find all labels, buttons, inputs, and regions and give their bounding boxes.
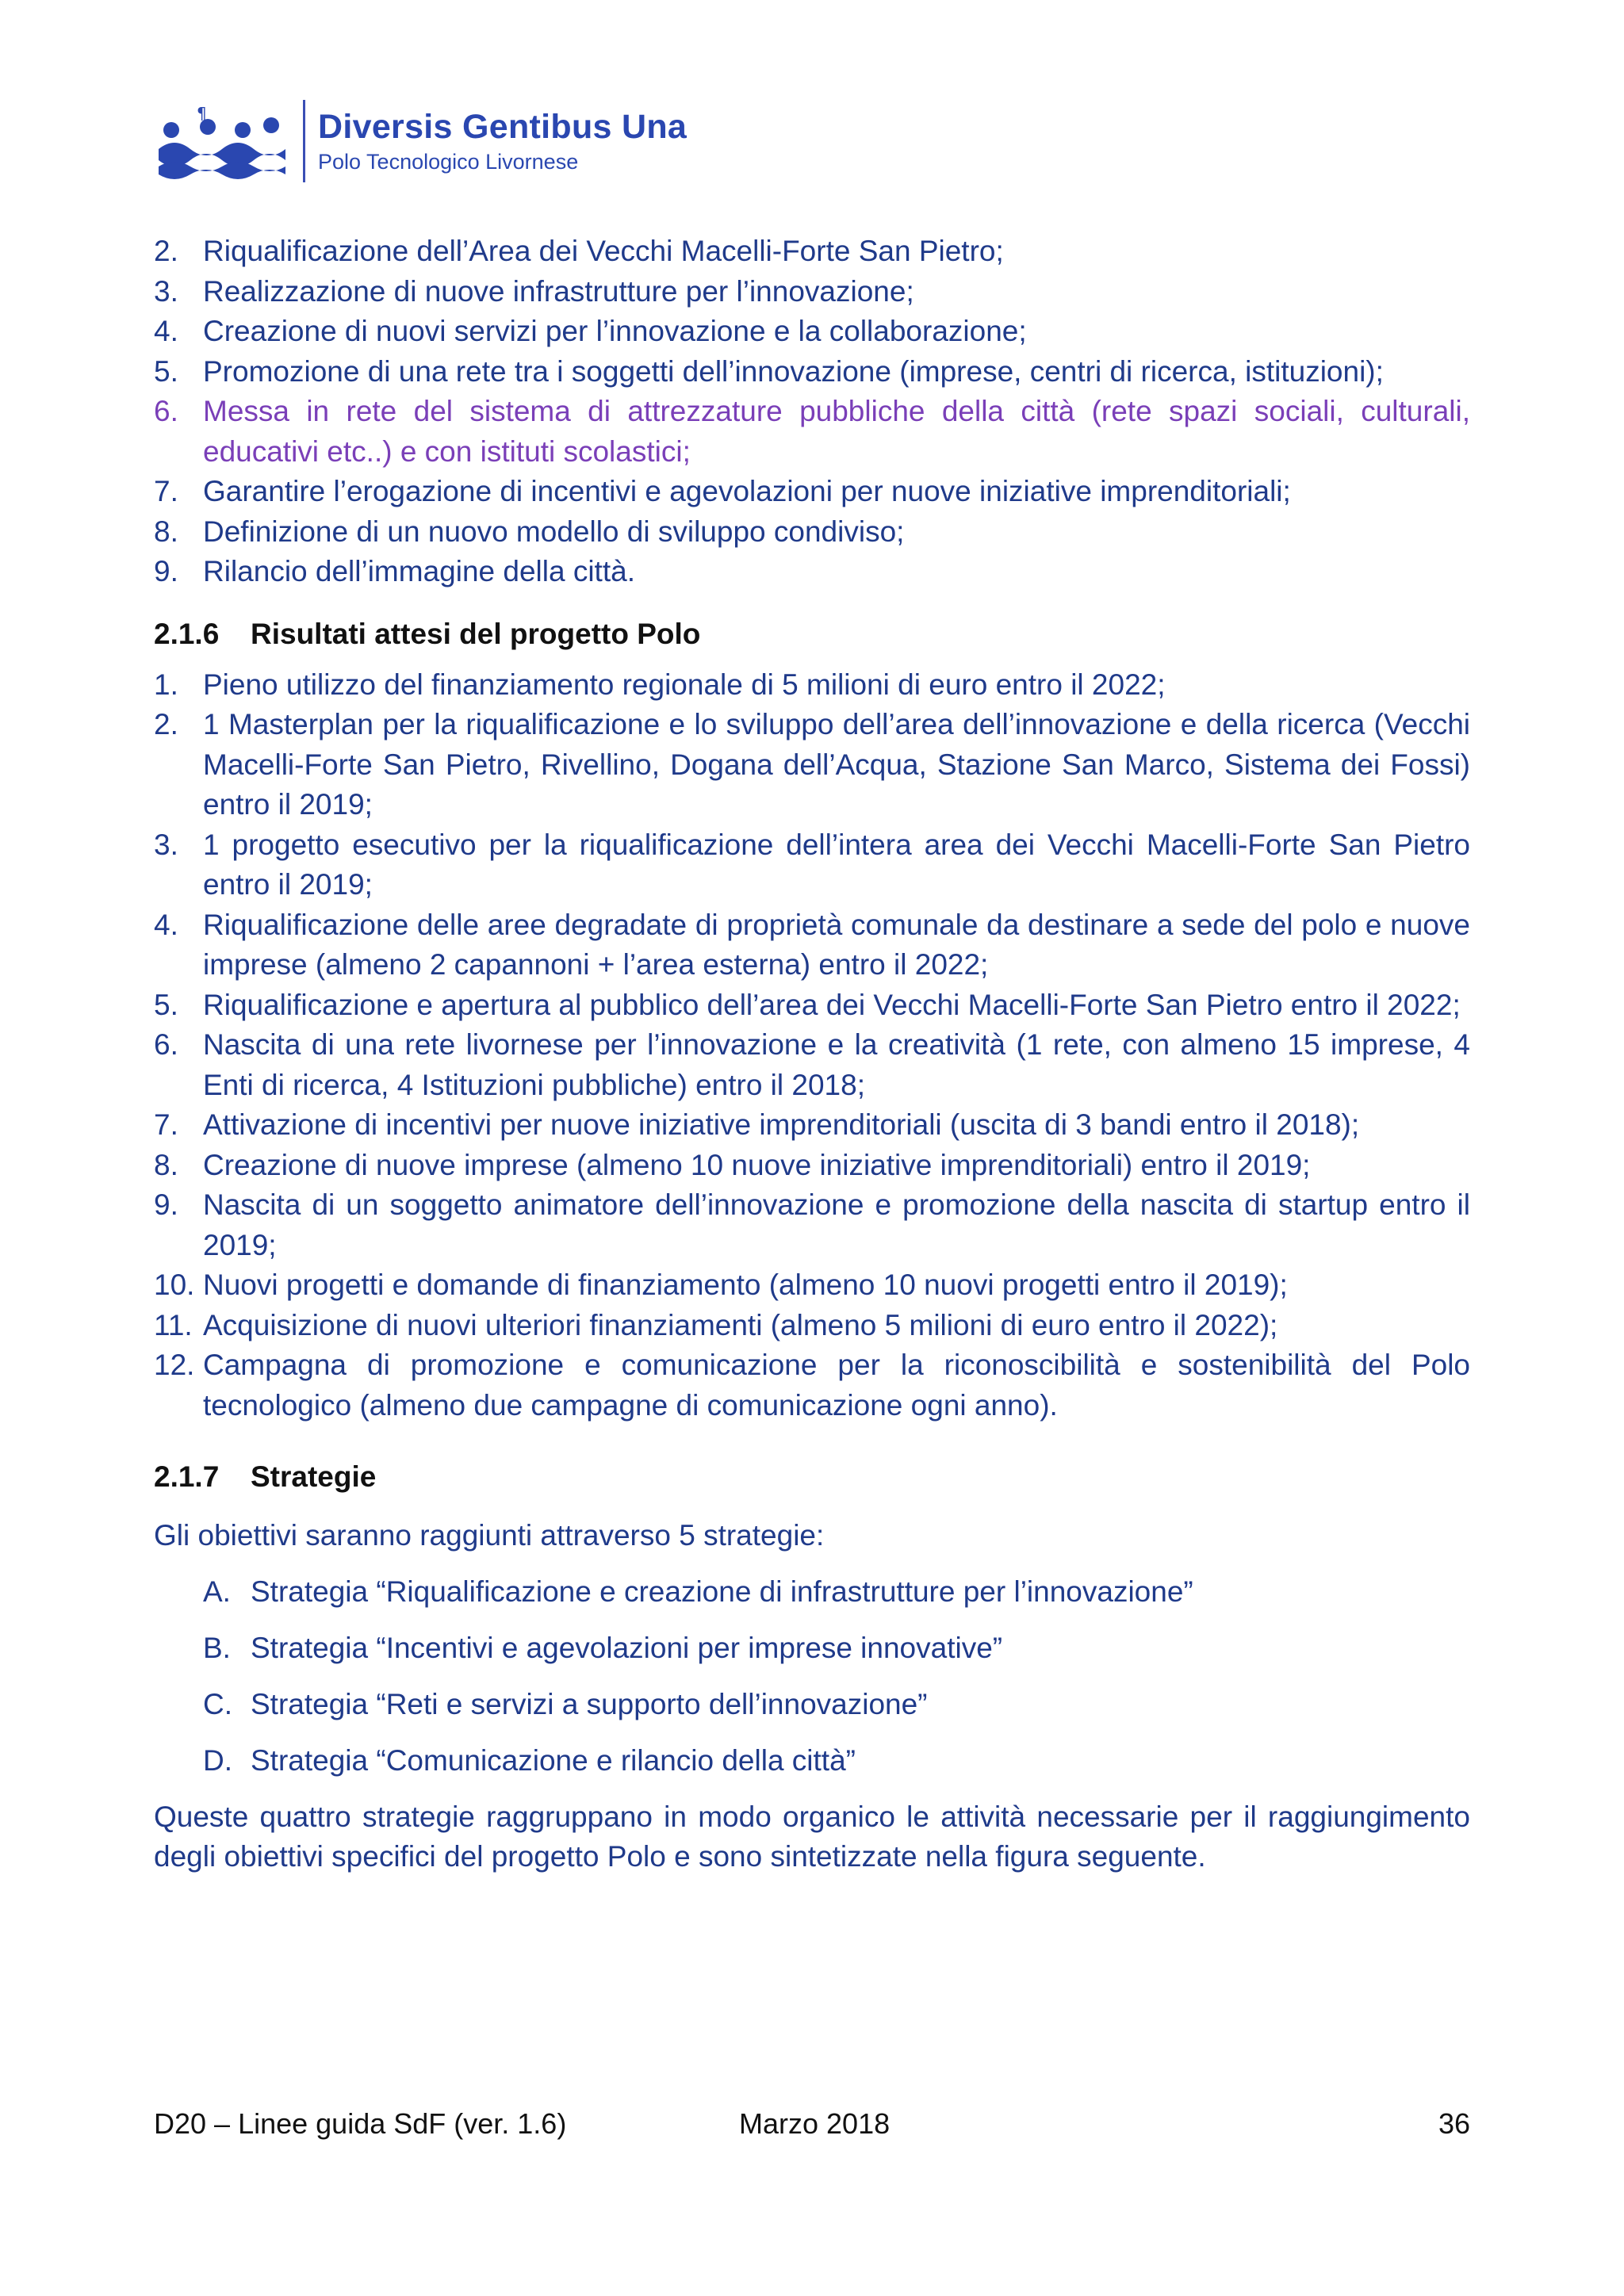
objectives-list: [154, 232, 1470, 592]
list-item-number: 7.: [154, 1108, 178, 1141]
list-item-number: 11.: [154, 1308, 193, 1341]
strategy-item: [203, 1685, 1470, 1725]
list-item-text: Riqualificazione e apertura al pubblico dell’area dei Vecchi Macelli-Forte San Pietro entro il 2022;: [203, 988, 1461, 1021]
list-item-number: 4.: [154, 908, 178, 941]
section-title: Strategie: [251, 1460, 377, 1493]
logo-subtitle: Polo Tecnologico Livornese: [318, 150, 579, 174]
footer-date: Marzo 2018: [739, 2107, 891, 2140]
list-item-number: 3.: [154, 828, 178, 861]
strategy-item: [203, 1628, 1470, 1669]
section-number: 2.1.7: [154, 1460, 220, 1493]
list-item: [154, 665, 1470, 706]
list-item-number: 9.: [154, 1188, 178, 1221]
list-item: [154, 1146, 1470, 1186]
document-body: [154, 232, 1470, 1877]
strategy-text: Strategia “Incentivi e agevolazioni per imprese innovative”: [251, 1631, 1003, 1664]
list-item-number: 5.: [154, 354, 178, 388]
list-item-text: 1 Masterplan per la riqualificazione e lo sviluppo dell’area dell’innovazione e della ricerca (Vecchi Macelli-Forte San Pietro, Rivellino, Dogana dell’Acqua, Stazione San Marco, Sistema dei Fossi) entro il 2019;: [203, 708, 1470, 821]
list-item-text: Attivazione di incentivi per nuove iniziative imprenditoriali (uscita di 3 bandi entro il 2018);: [203, 1108, 1360, 1141]
list-item: [154, 1185, 1470, 1265]
list-item-number: 2.: [154, 235, 178, 267]
footer-doc-id: D20 – Linee guida SdF (ver. 1.6): [154, 2107, 567, 2140]
list-item-number: 7.: [154, 475, 178, 507]
section-heading-216: [154, 614, 1470, 654]
list-item-text: Garantire l’erogazione di incentivi e agevolazioni per nuove iniziative imprenditoriali;: [203, 475, 1291, 507]
strategy-item: [203, 1572, 1470, 1613]
list-item-text: Creazione di nuovi servizi per l’innovazione e la collaborazione;: [203, 315, 1027, 347]
strategy-item: [203, 1741, 1470, 1781]
list-item: [154, 552, 1470, 592]
list-item-text: Rilancio dell’immagine della città.: [203, 555, 635, 587]
list-item: [154, 472, 1470, 512]
list-item-text: Riqualificazione delle aree degradate di proprietà comunale da destinare a sede del polo e nuove imprese (almeno 2 capannoni + l’area esterna) entro il 2022;: [203, 908, 1470, 981]
list-item: [154, 1105, 1470, 1146]
logo-title: Diversis Gentibus Una: [318, 108, 688, 146]
list-item: [154, 512, 1470, 553]
strategy-letter: C.: [203, 1687, 232, 1720]
list-item: [154, 825, 1470, 905]
list-item-number: 5.: [154, 988, 178, 1021]
strategy-text: Strategia “Comunicazione e rilancio della città”: [251, 1743, 856, 1777]
section-title: Risultati attesi del progetto Polo: [251, 617, 701, 650]
section-number: 2.1.6: [154, 617, 220, 650]
list-item-text: Nascita di una rete livornese per l’innovazione e la creatività (1 rete, con almeno 15 imprese, 4 Enti di ricerca, 4 Istituzioni pubbliche) entro il 2018;: [203, 1028, 1470, 1101]
list-item: [154, 985, 1470, 1026]
list-item: [154, 905, 1470, 985]
logo-waves-icon: [155, 101, 292, 181]
list-item: [154, 312, 1470, 352]
list-item: [154, 1345, 1470, 1425]
closing-paragraph: Queste quattro strategie raggruppano in modo organico le attività necessarie per il raggiungimento degli obiettivi specifici del progetto Polo e sono sintetizzate nella figura seguente.: [154, 1800, 1470, 1873]
logo-divider: [303, 100, 305, 182]
footer-page-number: 36: [1438, 2107, 1470, 2140]
strategy-text: Strategia “Reti e servizi a supporto dell’innovazione”: [251, 1687, 928, 1720]
list-item: [154, 705, 1470, 825]
list-item-text: Pieno utilizzo del finanziamento regionale di 5 milioni di euro entro il 2022;: [203, 668, 1166, 701]
list-item-text: Nascita di un soggetto animatore dell’innovazione e promozione della nascita di startup entro il 2019;: [203, 1188, 1470, 1261]
list-item-number: 4.: [154, 315, 178, 347]
list-item-number: 12.: [154, 1349, 195, 1381]
list-item-text: 1 progetto esecutivo per la riqualificazione dell’intera area dei Vecchi Macelli-Forte San Pietro entro il 2019;: [203, 828, 1470, 901]
logo-pilcrow-glyph: ¶: [197, 104, 207, 123]
list-item: [154, 272, 1470, 312]
list-item-text: Promozione di una rete tra i soggetti dell’innovazione (imprese, centri di ricerca, istituzioni);: [203, 354, 1384, 388]
list-item-number: 8.: [154, 1148, 178, 1181]
list-item-number: 6.: [154, 395, 178, 427]
header-logo: [155, 97, 687, 186]
list-item-number: 3.: [154, 274, 178, 308]
list-item-number: 1.: [154, 668, 178, 701]
logo-text-block: [318, 107, 687, 175]
section-heading-217: [154, 1457, 1470, 1497]
list-item-text: Nuovi progetti e domande di finanziamento (almeno 10 nuovi progetti entro il 2019);: [203, 1269, 1288, 1301]
list-item: [154, 1265, 1470, 1306]
strategy-text: Strategia “Riqualificazione e creazione di infrastrutture per l’innovazione”: [251, 1575, 1193, 1608]
list-item-text: Creazione di nuove imprese (almeno 10 nuove iniziative imprenditoriali) entro il 2019;: [203, 1148, 1311, 1181]
strategies-intro: Gli obiettivi saranno raggiunti attraverso 5 strategie:: [154, 1519, 825, 1552]
list-item: [154, 1306, 1470, 1346]
list-item-text: Realizzazione di nuove infrastrutture per l’innovazione;: [203, 274, 914, 308]
list-item-number: 9.: [154, 555, 178, 587]
list-item-number: 2.: [154, 708, 178, 740]
list-item-highlighted: [154, 392, 1470, 472]
list-item: [154, 1025, 1470, 1105]
strategies-list: [154, 1572, 1470, 1781]
list-item-text: Messa in rete del sistema di attrezzature pubbliche della città (rete spazi sociali, culturali, educativi etc..) e con istituti scolastici;: [203, 395, 1470, 468]
results-list: [154, 665, 1470, 1426]
list-item-number: 10.: [154, 1269, 195, 1301]
list-item-text: Campagna di promozione e comunicazione per la riconoscibilità e sostenibilità del Polo tecnologico (almeno due campagne di comunicazione ogni anno).: [203, 1349, 1470, 1422]
list-item: [154, 352, 1470, 392]
list-item-text: Riqualificazione dell’Area dei Vecchi Macelli-Forte San Pietro;: [203, 235, 1004, 267]
strategy-letter: D.: [203, 1743, 232, 1777]
list-item-text: Acquisizione di nuovi ulteriori finanziamenti (almeno 5 milioni di euro entro il 2022);: [203, 1308, 1278, 1341]
list-item-text: Definizione di un nuovo modello di sviluppo condiviso;: [203, 515, 905, 548]
list-item-number: 8.: [154, 515, 178, 548]
strategy-letter: A.: [203, 1575, 231, 1608]
list-item-number: 6.: [154, 1028, 178, 1061]
strategy-letter: B.: [203, 1631, 231, 1664]
list-item: [154, 232, 1470, 272]
